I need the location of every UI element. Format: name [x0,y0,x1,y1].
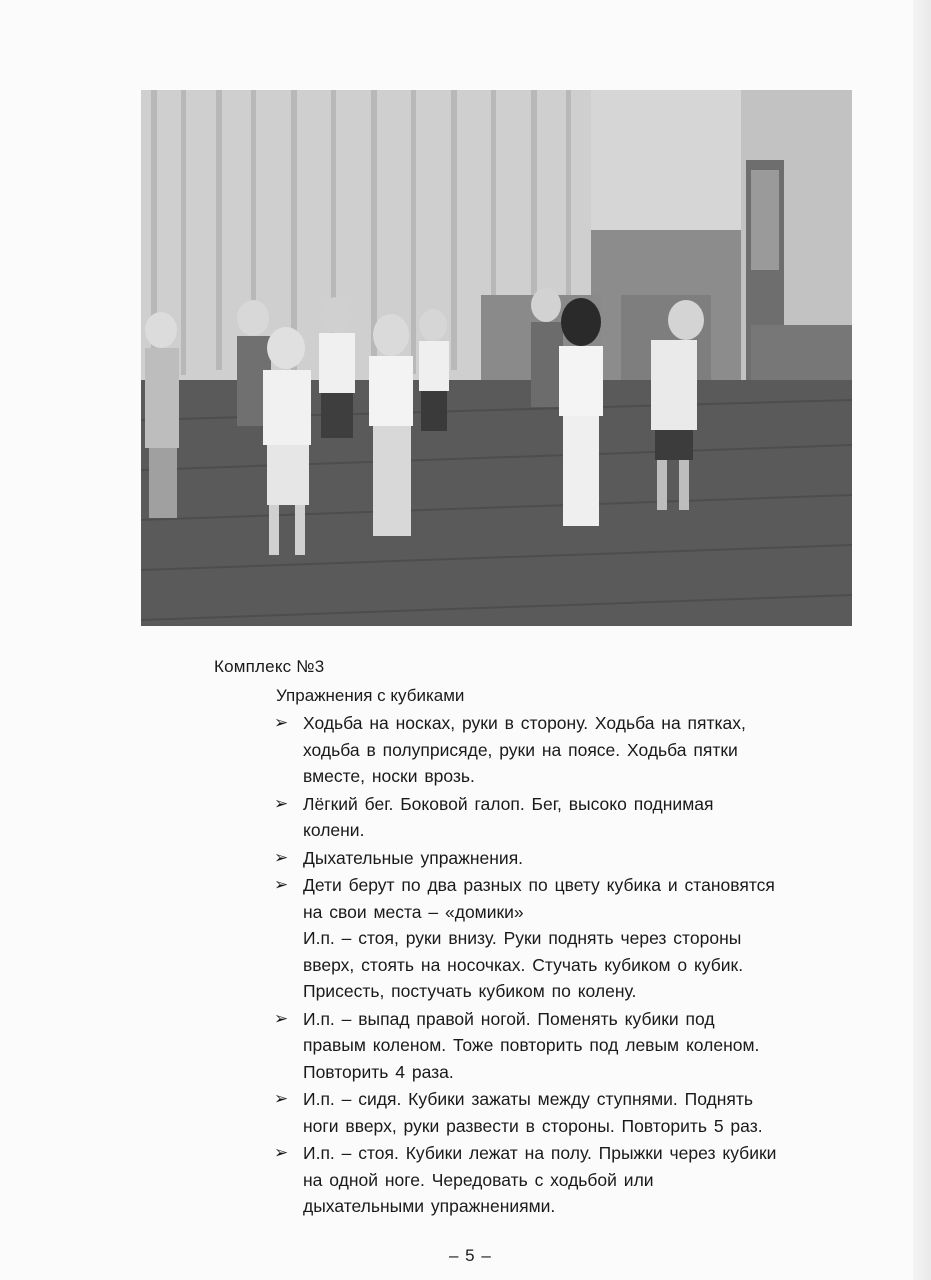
complex-title: Комплекс №3 [214,657,325,676]
item-line: И.п. – стоя. Кубики лежат на полу. Прыжки через кубики [303,1143,777,1163]
item-line: Лёгкий бег. Боковой галоп. Бег, высоко поднимая [303,793,714,814]
list-item [274,845,859,872]
item-line: Ходьба на носках, руки в сторону. Ходьба на пятках, [303,713,746,733]
arrow-bullet-icon: ➢ [274,1143,289,1162]
item-line: на одной ноге. Чередовать с ходьбой или [303,1169,654,1190]
item-line: Дети берут по два разных по цвету кубика и становятся [303,875,775,895]
arrow-bullet-icon: ➢ [274,875,289,894]
scan-edge [913,0,931,1280]
item-line: Присесть, постучать кубиком по колену. [303,981,637,1001]
item-line: И.п. – выпад правой ногой. Поменять кубики под [303,1008,715,1029]
list-item [274,791,859,844]
page-number: – 5 – [449,1246,492,1265]
item-line: колени. [303,820,365,840]
list-item [274,1006,859,1086]
item-line: И.п. – сидя. Кубики зажаты между ступнями. Поднять [303,1089,754,1109]
arrow-bullet-icon: ➢ [274,1008,289,1028]
list-item [274,872,859,1005]
arrow-bullet-icon: ➢ [274,793,289,813]
arrow-bullet-icon: ➢ [274,1089,289,1108]
item-line: Дыхательные упражнения. [303,847,524,868]
section-subtitle: Упражнения с кубиками [276,686,465,705]
list-item [274,1086,859,1139]
item-line: вместе, носки врозь. [303,766,475,786]
item-line: на свои места – «домики» [303,901,524,922]
arrow-bullet-icon: ➢ [274,713,289,732]
list-item [274,1140,859,1220]
arrow-bullet-icon: ➢ [274,847,289,867]
exercise-list [274,710,859,1221]
item-line: Повторить 4 раза. [303,1061,454,1082]
item-line: вверх, стоять на носочках. Стучать кубиком о кубик. [303,954,744,975]
item-line: И.п. – стоя, руки внизу. Руки поднять через стороны [303,928,742,948]
item-line: правым коленом. Тоже повторить под левым коленом. [303,1035,760,1055]
list-item [274,710,859,790]
item-line: дыхательными упражнениями. [303,1196,556,1216]
item-line: ходьба в полуприсяде, руки на поясе. Ходьба пятки [303,739,738,760]
photo-children-exercising [141,90,852,626]
item-line: ноги вверх, руки развести в стороны. Повторить 5 раз. [303,1115,763,1136]
